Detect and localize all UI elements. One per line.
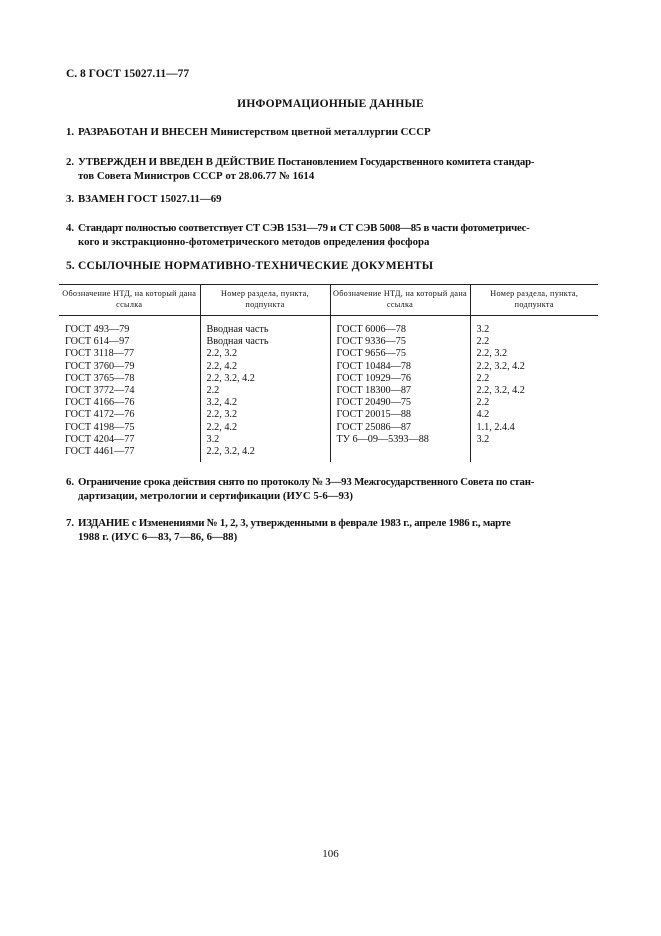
table-cell-col4-0: 3.2 — [476, 324, 490, 335]
info-item-6 — [66, 475, 596, 503]
section-title: ИНФОРМАЦИОННЫЕ ДАННЫЕ — [237, 98, 424, 110]
item-number: 7. — [66, 517, 75, 529]
table-cell-col4-8: 1.1, 2.4.4 — [476, 421, 515, 433]
table-cell-col4-4: 2.2 — [476, 372, 490, 384]
item-text: Ограничение срока действия снято по протоколу № 3—93 Межгосударственного Совета по стан- — [78, 476, 535, 488]
table-cell-col2-4: 2.2, 3.2, 4.2 — [206, 372, 255, 384]
item-text-cont: дартизации, метрологии и сертификации (ИУС 5-6—93) — [78, 490, 353, 502]
info-item-3 — [66, 192, 596, 206]
table-column-ntd-1 — [59, 316, 200, 463]
table-cell-col2-2: 2.2, 3.2 — [206, 348, 238, 360]
table-cell-col2-6: 3.2, 4.2 — [206, 397, 238, 409]
item-number: 4. — [66, 222, 75, 234]
item-text: ССЫЛОЧНЫЕ НОРМАТИВНО-ТЕХНИЧЕСКИЕ ДОКУМЕНТЫ — [78, 260, 434, 272]
table-cell-col2-0: Вводная часть — [206, 324, 269, 335]
page-header: С. 8 ГОСТ 15027.11—77 — [66, 68, 190, 80]
table-cell-col4-7: 4.2 — [476, 409, 490, 421]
info-item-5 — [66, 259, 596, 273]
table-cell-col1-9: ГОСТ 4204—77 — [65, 433, 135, 445]
item-number: 2. — [66, 156, 75, 168]
page-number: 106 — [322, 848, 339, 860]
item-text: РАЗРАБОТАН И ВНЕСЕН Министерством цветной металлургии СССР — [78, 126, 431, 138]
table-cell-col1-10: ГОСТ 4461—77 — [65, 446, 135, 458]
table-cell-col3-8: ГОСТ 25086—87 — [336, 421, 412, 433]
table-header-cell: Обозначение НТД, на который дана ссылка — [330, 285, 470, 316]
item-text: ВЗАМЕН ГОСТ 15027.11—69 — [78, 193, 222, 205]
table-column-section-1 — [200, 316, 330, 463]
table-cell-col1-0: ГОСТ 493—79 — [65, 324, 130, 335]
item-text: УТВЕРЖДЕН И ВВЕДЕН В ДЕЙСТВИЕ Постановлением Государственного комитета стандар- — [78, 156, 535, 168]
table-cell-col1-7: ГОСТ 4172—76 — [65, 409, 135, 421]
item-number: 6. — [66, 476, 75, 488]
info-item-2 — [66, 155, 596, 183]
table-header-cell: Номер раздела, пункта, подпункта — [470, 285, 598, 316]
table-cell-col1-8: ГОСТ 4198—75 — [65, 421, 135, 433]
table-cell-col2-8: 2.2, 4.2 — [206, 421, 238, 433]
item-text-cont: тов Совета Министров СССР от 28.06.77 № 1614 — [78, 170, 315, 182]
info-item-7 — [66, 516, 596, 544]
table-cell-col3-0: ГОСТ 6006—78 — [336, 324, 406, 335]
table-cell-col4-9: 3.2 — [476, 433, 490, 445]
item-text-cont: 1988 г. (ИУС 6—83, 7—86, 6—88) — [78, 531, 238, 543]
table-cell-col3-9: ТУ 6—09—5393—88 — [336, 433, 429, 445]
table-column-section-2 — [470, 316, 598, 463]
table-column-ntd-2 — [330, 316, 470, 463]
item-text: Стандарт полностью соответствует СТ СЭВ 1531—79 и СТ СЭВ 5008—85 в части фотометричес- — [78, 222, 530, 234]
table-cell-col4-2: 2.2, 3.2 — [476, 348, 508, 360]
table-header-row — [59, 285, 598, 316]
table-cell-col3-4: ГОСТ 10929—76 — [336, 372, 412, 384]
table-cell-col1-6: ГОСТ 4166—76 — [65, 397, 135, 409]
info-item-4 — [66, 221, 596, 249]
table-row — [59, 316, 598, 463]
item-number: 1. — [66, 126, 75, 138]
table-cell-col3-7: ГОСТ 20015—88 — [336, 409, 412, 421]
table-cell-col3-3: ГОСТ 10484—78 — [336, 360, 412, 372]
table-cell-col2-3: 2.2, 4.2 — [206, 360, 238, 372]
item-number: 3. — [66, 193, 75, 205]
table-cell-col3-2: ГОСТ 9656—75 — [336, 348, 406, 360]
table-cell-col2-10: 2.2, 3.2, 4.2 — [206, 446, 255, 458]
table-cell-col4-3: 2.2, 3.2, 4.2 — [476, 360, 525, 372]
table-cell-col4-5: 2.2, 3.2, 4.2 — [476, 385, 525, 397]
table-cell-col1-1: ГОСТ 614—97 — [65, 336, 130, 348]
table-header-cell: Номер раздела, пункта, подпункта — [200, 285, 330, 316]
table-cell-col1-4: ГОСТ 3765—78 — [65, 372, 135, 384]
item-number: 5. — [66, 260, 75, 272]
table-cell-col4-1: 2.2 — [476, 336, 490, 348]
item-text-cont: кого и экстракционно-фотометрического методов определения фосфора — [78, 236, 430, 248]
table-cell-col1-2: ГОСТ 3118—77 — [65, 348, 135, 360]
table-cell-col3-1: ГОСТ 9336—75 — [336, 336, 406, 348]
reference-documents-table — [59, 284, 598, 462]
table-cell-col1-3: ГОСТ 3760—79 — [65, 360, 135, 372]
table-cell-col2-5: 2.2 — [206, 385, 220, 397]
table-cell-col4-6: 2.2 — [476, 397, 490, 409]
table-cell-col2-7: 2.2, 3.2 — [206, 409, 238, 421]
item-text: ИЗДАНИЕ с Изменениями № 1, 2, 3, утвержденными в феврале 1983 г., апреле 1986 г., марте — [78, 517, 511, 529]
table-cell-col3-6: ГОСТ 20490—75 — [336, 397, 412, 409]
info-item-1 — [66, 125, 596, 139]
table-cell-col2-9: 3.2 — [206, 433, 220, 445]
table-header-cell: Обозначение НТД, на который дана ссылка — [59, 285, 200, 316]
table-cell-col2-1: Вводная часть — [206, 336, 269, 348]
table-cell-col1-5: ГОСТ 3772—74 — [65, 385, 135, 397]
table-cell-col3-5: ГОСТ 18300—87 — [336, 385, 412, 397]
